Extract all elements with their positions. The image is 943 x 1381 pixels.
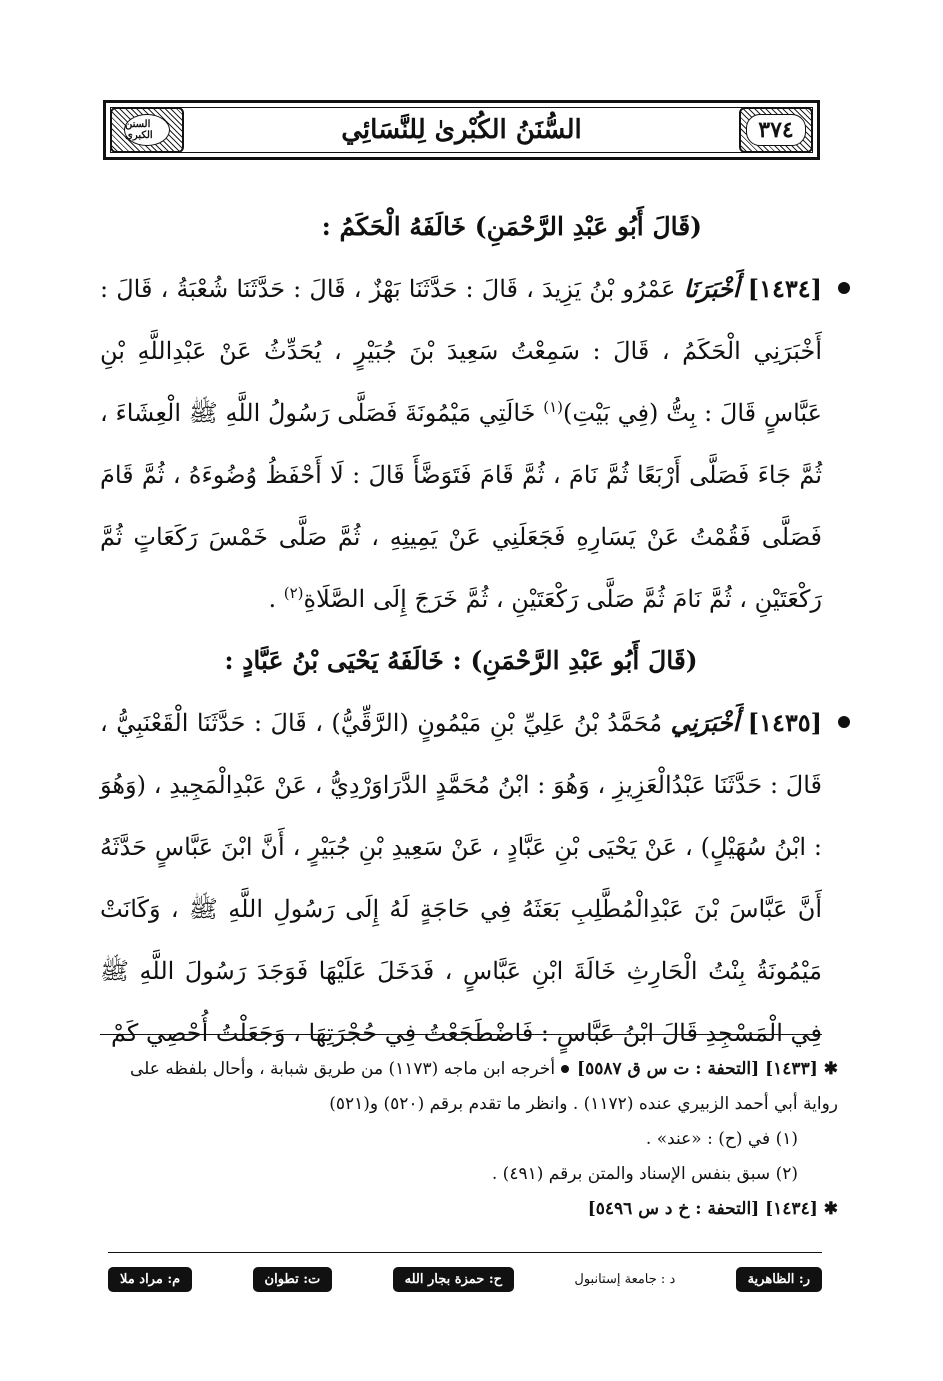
page-number-ornament	[739, 107, 813, 153]
hadith-text: عَمْرُو بْنُ يَزِيدَ ، قَالَ : حَدَّثَنَا بَهْزٌ ، قَالَ : حَدَّثَنَا شُعْبَةُ ، قَالَ : أَخْبَرَنِي الْحَكَمُ ، قَالَ : سَمِعْتُ سَعِيدَ بْنَ جُبَيْرٍ ، يُحَدِّثُ عَنْ عَبْدِاللَّهِ بْنِ عَبَّاسٍ قَالَ : بِتُّ (فِي بَيْتِ)	[100, 275, 822, 427]
hadith-text-end: .	[268, 585, 277, 613]
footnote-text: أخرجه ابن ماجه (١١٧٣) من طريق شبابة ، وأحال بلفظه على رواية أبي أحمد الزبيري عنده (١١٧٢) . وانظر ما تقدم برقم (٥٢٠) و(٥٢١)	[129, 1059, 838, 1114]
narrator-heading-1: (قَالَ أَبُو عَبْدِ الرَّحْمَنِ) خَالَفَهُ الْحَكَمُ :	[321, 212, 702, 241]
book-title: السُّنَنُ الكُبْرىٰ لِلنَّسَائِي	[341, 115, 582, 145]
manuscript-m: م: مراد ملا	[108, 1267, 192, 1292]
footnote-1433	[100, 1052, 838, 1122]
manuscript-legend	[108, 1262, 822, 1296]
manuscript-t: ت: تطوان	[253, 1267, 333, 1292]
footnote-1: (١) في (ح) : «عند» .	[645, 1129, 798, 1149]
footnote-2: (٢) سبق بنفس الإسناد والمتن برقم (٤٩١) .	[491, 1164, 798, 1184]
page-number: ٣٧٤	[746, 114, 806, 146]
emblem-text: السنن الكبرى	[124, 114, 170, 146]
manuscript-r: ر: الظاهرية	[736, 1267, 822, 1292]
manuscript-d: د : جامعة إستانبول	[574, 1271, 676, 1287]
hadith-text: مُحَمَّدُ بْنُ عَلِيِّ بْنِ مَيْمُونٍ (الرَّقِّيُّ) ، قَالَ : حَدَّثَنَا الْقَعْنَبِيُّ ، قَالَ : حَدَّثَنَا عَبْدُالْعَزِيزِ ، وَهُوَ : ابْنُ مُحَمَّدٍ الدَّرَاوَرْدِيُّ ، عَنْ عَبْدِالْمَجِيدِ ، (وَهُوَ : ابْنُ سُهَيْلٍ) ، عَنْ يَحْيَى بْنِ عَبَّادٍ ، عَنْ سَعِيدِ بْنِ جُبَيْرٍ ، أَنَّ ابْنَ عَبَّاسٍ حَدَّثَهُ أَنَّ عَبَّاسَ بْنَ عَبْدِالْمُطَّلِبِ بَعَثَهُ فِي حَاجَةٍ لَهُ إِلَى رَسُولِ اللَّهِ ﷺ ، وَكَانَتْ مَيْمُونَةُ بِنْتُ الْحَارِثِ خَالَةَ ابْنِ عَبَّاسٍ ، فَدَخَلَ عَلَيْهَا فَوَجَدَ رَسُولَ اللَّهِ ﷺ فِي الْمَسْجِدِ قَالَ ابْنُ عَبَّاسٍ : فَاضْطَجَعْتُ فِي حُجْرَتِهَا ، وَجَعَلْتُ أُحْصِي كَمْ	[100, 709, 823, 1047]
bullet-icon	[838, 716, 850, 728]
akhbara-word: أَخْبَرَنِي	[670, 708, 740, 737]
akhbara-word: أَخْبَرَنَا	[683, 274, 740, 303]
emblem-ornament	[110, 107, 184, 153]
page-header	[103, 100, 820, 160]
hadith-text: خَالَتِي مَيْمُونَةَ فَصَلَّى رَسُولُ اللَّهِ ﷺ الْعِشَاءَ ، ثُمَّ جَاءَ فَصَلَّى أَرْبَعًا ثُمَّ نَامَ ، ثُمَّ قَامَ فَتَوَضَّأَ قَالَ : لَا أَحْفَظُ وُضُوءَهُ ، ثُمَّ قَامَ فَصَلَّى فَقُمْتُ عَنْ يَسَارِهِ فَجَعَلَنِي عَنْ يَمِينِهِ ، ثُمَّ صَلَّى خَمْسَ رَكَعَاتٍ ثُمَّ رَكْعَتَيْنِ ، ثُمَّ نَامَ ثُمَّ صَلَّى رَكْعَتَيْنِ ، ثُمَّ خَرَجَ إِلَى الصَّلَاةِ	[100, 399, 822, 613]
footnotes	[100, 1052, 838, 1227]
asterisk-icon: ✱	[823, 1059, 838, 1079]
footnote-ref-2: (٢)	[283, 584, 304, 602]
bullet-icon	[561, 1065, 569, 1073]
footnote-1434	[100, 1192, 838, 1227]
main-text	[100, 196, 822, 1064]
asterisk-icon: ✱	[823, 1199, 838, 1219]
bullet-icon	[838, 282, 850, 294]
hadith-1435	[100, 692, 822, 1064]
bottom-divider	[108, 1252, 822, 1253]
manuscript-h: ح: حمزة بجار الله	[393, 1267, 514, 1292]
hadith-number: [١٤٣٥]	[747, 708, 822, 737]
hadith-1434	[100, 258, 822, 630]
hadith-number: [١٤٣٤]	[747, 274, 822, 303]
tuhfa-ref: [١٤٣٣] [التحفة : ت س ق ٥٥٨٧]	[577, 1059, 818, 1079]
footnote-divider	[100, 1034, 822, 1035]
narrator-heading-2: (قَالَ أَبُو عَبْدِ الرَّحْمَنِ) : خَالَفَهُ يَحْيَى بْنُ عَبَّادٍ :	[224, 646, 698, 675]
tuhfa-ref: [١٤٣٤] [التحفة : خ د س ٥٤٩٦]	[587, 1199, 818, 1219]
footnote-ref-1: (١)	[543, 398, 563, 416]
